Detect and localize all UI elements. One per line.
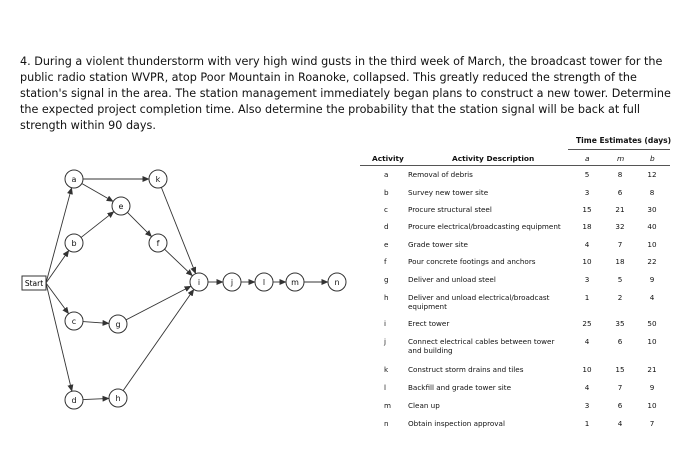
optimistic-cell: 3 [584, 188, 590, 197]
node-e [112, 197, 130, 215]
problem-statement: 4. During a violent thunderstorm with very high wind gusts in the third week of March, the broadcast tower for the public radio station WVPR, atop Poor Mountain in Roanoke, collapsed. This greatly reduced the strength of the station's signal in the area. The station management immediately began plans to construct a new tower. Determine the expected project completion time. Also determine the probability that the station signal will be back at full strength within 90 days. [20, 55, 671, 132]
most-likely-cell: 6 [617, 188, 623, 197]
node-label: n [334, 278, 340, 287]
time-estimates-title: Time Estimates (days) [576, 136, 672, 145]
description-cell: Deliver and unload electrical/broadcast equipment [408, 293, 550, 311]
node-label: e [118, 202, 124, 211]
pessimistic-cell: 40 [647, 222, 657, 231]
most-likely-cell: 2 [617, 293, 623, 302]
optimistic-cell: 5 [584, 170, 590, 179]
edge-start-d [46, 283, 72, 391]
description-cell: Grade tower site [408, 240, 468, 249]
most-likely-cell: 6 [617, 337, 623, 346]
most-likely-cell: 4 [617, 419, 623, 428]
node-h [109, 389, 127, 407]
edge-start-a [46, 188, 72, 283]
node-label: j [230, 278, 234, 287]
pessimistic-cell: 8 [649, 188, 655, 197]
edge-f-i [165, 249, 193, 276]
node-label: h [115, 394, 121, 403]
node-label: l [262, 278, 266, 287]
activity-cell: e [384, 240, 389, 249]
node-label: b [71, 239, 77, 248]
pessimistic-cell: 4 [649, 293, 655, 302]
activity-cell: k [384, 365, 389, 374]
optimistic-cell: 1 [584, 293, 590, 302]
node-label: d [71, 396, 77, 405]
optimistic-cell: 15 [582, 205, 592, 214]
node-label: a [71, 175, 77, 184]
pessimistic-cell: 10 [647, 401, 657, 410]
pessimistic-cell: 10 [647, 240, 657, 249]
most-likely-cell: 21 [615, 205, 625, 214]
header-b: b [650, 154, 655, 163]
description-cell: Backfill and grade tower site [408, 383, 511, 392]
optimistic-cell: 10 [582, 257, 592, 266]
description-cell: Erect tower [408, 319, 450, 328]
node-n [328, 273, 346, 291]
most-likely-cell: 7 [617, 240, 623, 249]
most-likely-cell: 5 [617, 275, 623, 284]
node-i [190, 273, 208, 291]
edge-b-e [81, 212, 114, 238]
node-g [109, 315, 127, 333]
pessimistic-cell: 10 [647, 337, 657, 346]
description-cell: Construct storm drains and tiles [408, 365, 524, 374]
pessimistic-cell: 50 [647, 319, 657, 328]
edge-c-g [83, 322, 109, 324]
description-cell: Removal of debris [408, 170, 473, 179]
description-cell: Deliver and unload steel [408, 275, 496, 284]
optimistic-cell: 3 [584, 275, 590, 284]
description-cell: Clean up [408, 401, 440, 410]
node-label: g [115, 320, 121, 329]
pessimistic-cell: 7 [649, 419, 655, 428]
most-likely-cell: 7 [617, 383, 623, 392]
edge-k-i [161, 187, 195, 273]
node-b [65, 234, 83, 252]
node-k [149, 170, 167, 188]
most-likely-cell: 8 [617, 170, 623, 179]
edge-a-e [82, 183, 113, 201]
title-underline [568, 149, 670, 150]
activity-cell: g [384, 275, 389, 284]
description-cell: Pour concrete footings and anchors [408, 257, 536, 266]
activity-cell: l [384, 383, 386, 392]
start-node [22, 276, 46, 290]
node-j [223, 273, 241, 291]
activity-cell: h [384, 293, 389, 302]
activity-cell: i [384, 319, 386, 328]
node-f [149, 234, 167, 252]
activity-cell: d [384, 222, 389, 231]
optimistic-cell: 1 [584, 419, 590, 428]
description-cell: Survey new tower site [408, 188, 489, 197]
node-label: i [197, 278, 201, 287]
header-rule [360, 165, 670, 166]
node-label: k [155, 175, 161, 184]
description-cell: Procure structural steel [408, 205, 492, 214]
most-likely-cell: 15 [615, 365, 625, 374]
pessimistic-cell: 9 [649, 383, 655, 392]
header-a: a [585, 154, 590, 163]
node-label: m [291, 278, 299, 287]
header-activity: Activity [372, 154, 404, 163]
header-description: Activity Description [452, 154, 535, 163]
optimistic-cell: 18 [582, 222, 592, 231]
pessimistic-cell: 12 [647, 170, 657, 179]
node-l [255, 273, 273, 291]
activity-cell: b [384, 188, 389, 197]
activity-cell: c [384, 205, 388, 214]
description-cell: Procure electrical/broadcasting equipment [408, 222, 561, 231]
most-likely-cell: 18 [615, 257, 625, 266]
edge-e-f [127, 212, 151, 236]
pessimistic-cell: 30 [647, 205, 657, 214]
pessimistic-cell: 9 [649, 275, 655, 284]
description-cell: Connect electrical cables between tower and building [408, 337, 555, 355]
edge-d-h [83, 398, 109, 399]
activity-cell: n [384, 419, 389, 428]
node-label: c [71, 317, 77, 326]
edge-g-i [126, 286, 191, 320]
node-c [65, 312, 83, 330]
pessimistic-cell: 22 [647, 257, 657, 266]
node-d [65, 391, 83, 409]
activity-cell: m [384, 401, 392, 410]
start-label: Start [24, 279, 44, 288]
pessimistic-cell: 21 [647, 365, 657, 374]
optimistic-cell: 4 [584, 383, 590, 392]
optimistic-cell: 4 [584, 240, 590, 249]
activity-cell: a [384, 170, 389, 179]
node-m [286, 273, 304, 291]
most-likely-cell: 32 [615, 222, 625, 231]
node-label: f [156, 239, 160, 248]
optimistic-cell: 4 [584, 337, 590, 346]
activity-cell: j [384, 337, 386, 346]
optimistic-cell: 3 [584, 401, 590, 410]
optimistic-cell: 25 [582, 319, 592, 328]
most-likely-cell: 6 [617, 401, 623, 410]
edge-start-b [46, 250, 69, 283]
header-m: m [617, 154, 625, 163]
node-a [65, 170, 83, 188]
activity-cell: f [384, 257, 387, 266]
most-likely-cell: 35 [615, 319, 625, 328]
optimistic-cell: 10 [582, 365, 592, 374]
edge-h-i [123, 289, 194, 390]
description-cell: Obtain inspection approval [408, 419, 505, 428]
